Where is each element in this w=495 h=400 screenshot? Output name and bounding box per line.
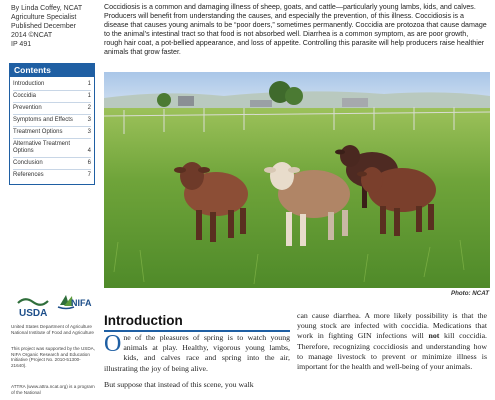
toc-item-label: Conclusion <box>13 160 43 166</box>
published-date: Published December <box>11 23 76 30</box>
toc-item-label: Coccidia <box>13 93 37 99</box>
toc-item-label: Introduction <box>13 81 45 87</box>
barn <box>178 96 194 106</box>
outbuilding <box>342 98 368 107</box>
toc-item-page: 3 <box>87 117 91 123</box>
author-role: Agriculture Specialist <box>11 14 77 21</box>
copyright: 2014 ©NCAT <box>11 32 53 39</box>
toc-item-label: Treatment Options <box>13 129 63 135</box>
body-column-right <box>297 311 487 372</box>
toc-item-page: 6 <box>87 160 91 166</box>
toc-item-coccidia[interactable] <box>13 91 91 103</box>
heading-rule <box>104 330 290 332</box>
toc-item-page: 7 <box>87 172 91 178</box>
introduction-header <box>104 313 290 332</box>
toc-item-treatment[interactable] <box>13 127 91 139</box>
toc-item-prevention[interactable] <box>13 103 91 115</box>
toc-item-label: Alternative Treatment Options <box>13 141 71 154</box>
funding-statement: This project was supported by the USDA, NIFA Organic Research and Education Initiative (Project No. 2010-51300-21640). <box>11 346 96 368</box>
lead-paragraph: Coccidiosis is a common and damaging illness of sheep, goats, and cattle—particularly young lambs, kids, and calves. Producers will benefit from understanding the causes, and especially the prevention, of this illness. Coccidiosis is a disease that causes young animals to be “poor doers,” sometimes permanently. Coccidia are protozoa that cause damage to the animal’s intestinal tract so that food is not absorbed well. Diarrhea is a common symptom, as are poor growth, rough hair coat, a pot-bellied appearance, and loss of appetite. Controlling this parasite will help producers raise healthier animals that grow faster. <box>104 3 487 56</box>
byline <box>11 4 97 49</box>
toc-item-label: Prevention <box>13 105 42 111</box>
intro-paragraph-1: ne of the pleasures of spring is to watch young animals at play. Healthy, vigorous young lambs, kids, and calves race and spring into the air, illustrating the joy of being alive. <box>104 333 290 373</box>
table-of-contents <box>9 63 95 185</box>
toc-item-page: 1 <box>87 93 91 99</box>
sidebar <box>0 0 98 400</box>
col2-text-a: can cause diarrhea. A more likely possibility is that the young stock are infected with coccidia. Medications that work in fighting GIN infections will <box>297 311 487 341</box>
author: By Linda Coffey, NCAT <box>11 5 83 12</box>
col2-bold-not: not <box>428 331 440 341</box>
drop-cap: O <box>104 331 122 357</box>
nifa-logo-text: NIFA <box>71 298 92 308</box>
toc-item-alternative-treatment[interactable] <box>13 139 91 158</box>
photo-credit: Photo: NCAT <box>450 290 489 297</box>
toc-item-page: 1 <box>87 81 91 87</box>
usda-agency-text: United States Department of Agriculture National Institute of Food and Agriculture <box>11 324 94 335</box>
body-column-left <box>104 333 290 390</box>
nifa-logo <box>54 292 94 318</box>
toc-item-page: 3 <box>87 129 91 135</box>
toc-item-label: Symptoms and Effects <box>13 117 73 123</box>
toc-title: Contents <box>10 64 94 77</box>
attra-statement: ATTRA (www.attra.ncat.org) is a program of the National <box>11 384 95 395</box>
section-heading: Introduction <box>104 313 183 328</box>
sponsor-logos <box>14 292 94 320</box>
toc-item-references[interactable] <box>13 170 91 181</box>
lambs-photo <box>104 72 490 288</box>
shed <box>250 100 272 107</box>
toc-item-conclusion[interactable] <box>13 158 91 170</box>
toc-item-introduction[interactable] <box>13 79 91 91</box>
tree <box>285 87 303 105</box>
intro-paragraph-2: But suppose that instead of this scene, you walk <box>104 379 254 389</box>
toc-item-label: References <box>13 172 44 178</box>
usda-logo <box>16 294 50 318</box>
toc-item-page: 2 <box>87 105 91 111</box>
publication-code: IP 491 <box>11 41 32 48</box>
photo-illustration <box>104 72 490 288</box>
toc-list <box>10 77 94 184</box>
toc-item-symptoms[interactable] <box>13 115 91 127</box>
col2-text-b: kill coccidia. Therefore, recognizing coccidiosis and understanding how to manage livestock to prevent or minimize illness is important for the health and well-being of your animals. <box>297 331 487 372</box>
tree <box>157 93 171 107</box>
usda-logo-text: USDA <box>19 308 48 318</box>
toc-item-page: 4 <box>87 148 91 154</box>
